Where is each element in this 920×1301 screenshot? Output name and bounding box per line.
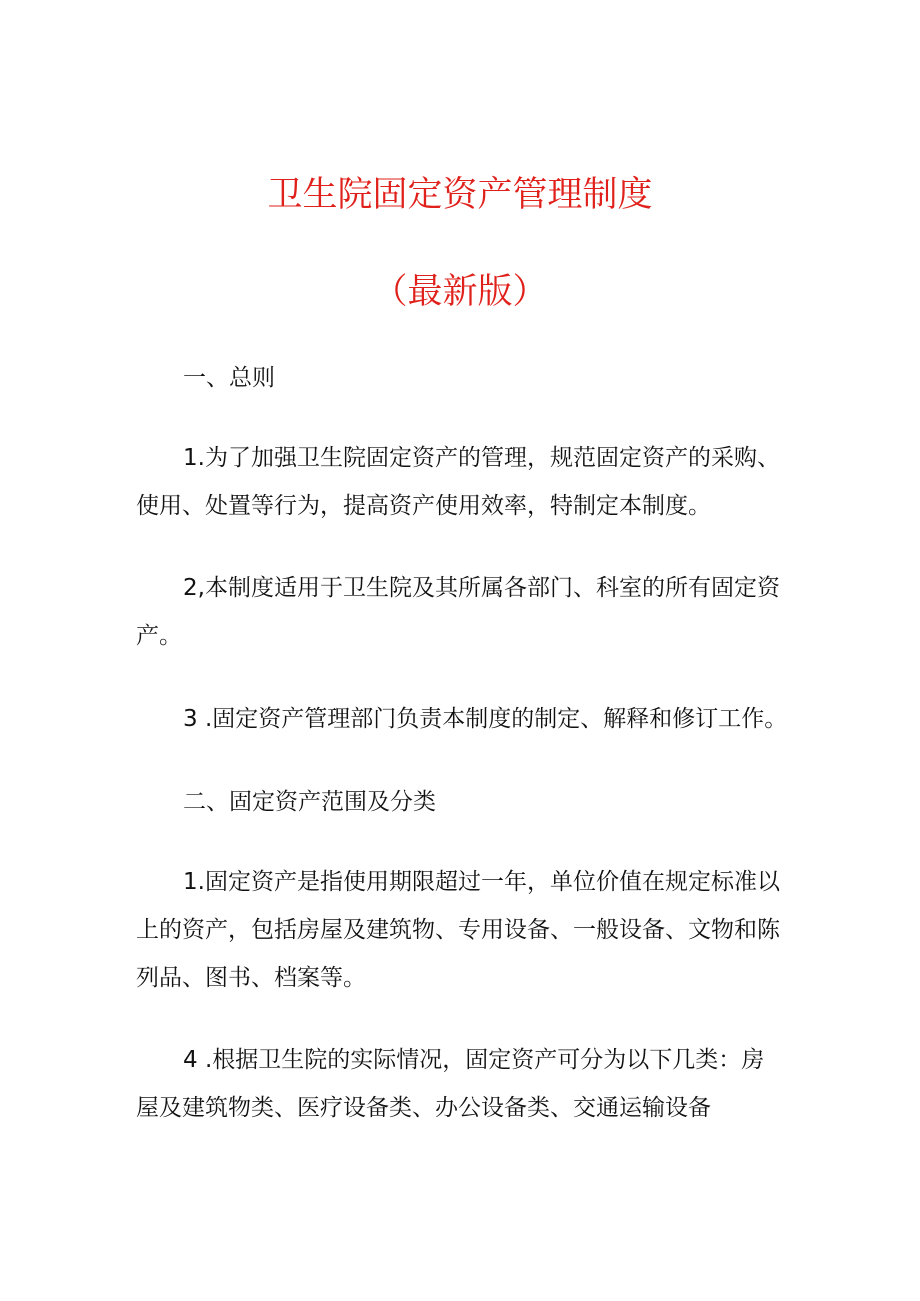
paragraph-line: 屋及建筑物类、医疗设备类、办公设备类、交通运输设备 bbox=[136, 1095, 711, 1121]
paragraph-line: 2,本制度适用于卫生院及其所属各部门、科室的所有固定资 bbox=[183, 575, 780, 601]
paragraph-line: 上的资产，包括房屋及建筑物、专用设备、一般设备、文物和陈 bbox=[136, 917, 780, 943]
document-title: 卫生院固定资产管理制度 bbox=[267, 175, 653, 215]
paragraph-line: 列品、图书、档案等。 bbox=[136, 965, 366, 991]
section-heading-scope: 二、固定资产范围及分类 bbox=[183, 789, 436, 815]
paragraph-line: 4 .根据卫生院的实际情况，固定资产可分为以下几类：房 bbox=[183, 1047, 765, 1073]
document-subtitle: （最新版） bbox=[372, 272, 548, 312]
paragraph-line: 1.为了加强卫生院固定资产的管理，规范固定资产的采购、 bbox=[183, 445, 780, 471]
paragraph-line: 使用、处置等行为，提高资产使用效率，特制定本制度。 bbox=[136, 493, 711, 519]
paragraph-line: 3 .固定资产管理部门负责本制度的制定、解释和修订工作。 bbox=[183, 706, 788, 732]
section-heading-general: 一、总则 bbox=[183, 365, 275, 391]
paragraph-line: 产。 bbox=[136, 623, 182, 649]
paragraph-line: 1.固定资产是指使用期限超过一年，单位价值在规定标准以 bbox=[183, 869, 780, 895]
